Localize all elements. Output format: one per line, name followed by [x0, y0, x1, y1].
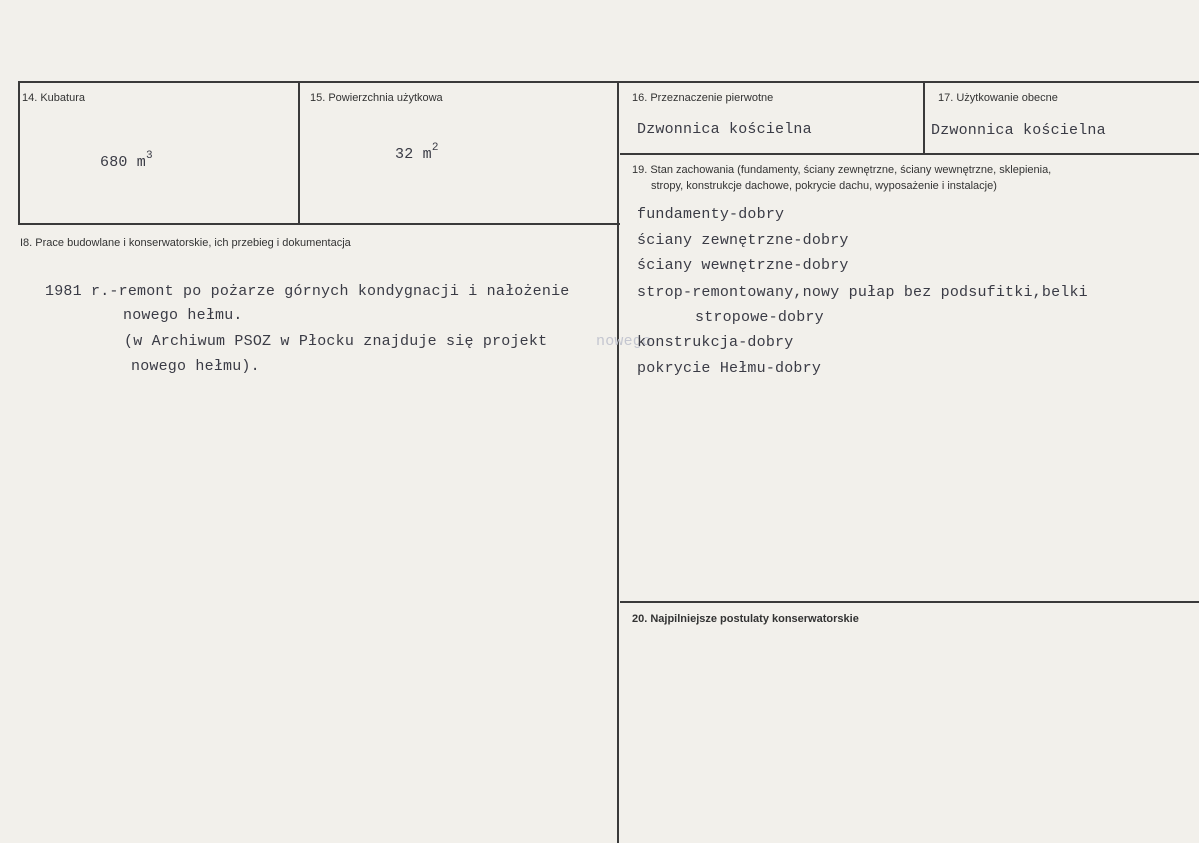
stan-label-line-2: stropy, konstrukcje dachowe, pokrycie dachu, wyposażenie i instalacje) — [651, 180, 997, 192]
prace-line-4: nowego hełmu). — [131, 358, 260, 375]
stan-line-3: ściany wewnętrzne-dobry — [637, 257, 849, 274]
stan-line-1: fundamenty-dobry — [637, 206, 785, 223]
kubatura-label: 14. Kubatura — [22, 92, 85, 104]
stan-line-4: strop-remontowany,nowy pułap bez podsufitki,belki — [637, 284, 1088, 301]
prace-line-2: nowego hełmu. — [123, 307, 243, 324]
col-divider-14-15 — [298, 81, 300, 225]
stan-line-6: konstrukcja-dobry — [637, 334, 794, 351]
stan-label-line-1: 19. Stan zachowania (fundamenty, ściany zewnętrzne, ściany wewnętrzne, sklepienia, — [632, 164, 1052, 176]
powierzchnia-number: 32 m — [395, 146, 432, 163]
row-divider-right-upper — [620, 153, 1199, 155]
stan-line-2: ściany zewnętrzne-dobry — [637, 232, 849, 249]
kubatura-exponent: 3 — [146, 150, 153, 162]
powierzchnia-exponent: 2 — [431, 142, 439, 154]
stan-line-5: stropowe-dobry — [695, 309, 824, 326]
uzytkowanie-label: 17. Użytkowanie obecne — [938, 92, 1058, 104]
prace-label: I8. Prace budowlane i konserwatorskie, ich przebieg i dokumentacja — [20, 237, 351, 249]
top-border — [18, 81, 1199, 83]
prace-overprint: nowego — [596, 333, 652, 350]
przeznaczenie-label: 16. Przeznaczenie pierwotne — [632, 92, 774, 104]
powierzchnia-label: 15. Powierzchnia użytkowa — [310, 92, 443, 104]
left-border — [18, 81, 20, 225]
col-divider-16-17 — [923, 81, 925, 155]
kubatura-number: 680 m — [100, 154, 147, 171]
stan-line-7: pokrycie Hełmu-dobry — [637, 360, 822, 377]
center-divider — [617, 81, 619, 843]
prace-line-1: 1981 r.-remont po pożarze górnych kondygnacji i nałożenie — [45, 283, 570, 300]
kubatura-value — [100, 152, 153, 171]
prace-line-3: (w Archiwum PSOZ w Płocku znajduje się projekt — [124, 333, 548, 350]
uzytkowanie-value: Dzwonnica kościelna — [931, 122, 1106, 139]
row-divider-right-lower — [620, 601, 1199, 603]
row-divider-left — [18, 223, 620, 225]
przeznaczenie-value: Dzwonnica kościelna — [637, 121, 812, 138]
powierzchnia-value — [395, 144, 439, 163]
postulaty-label: 20. Najpilniejsze postulaty konserwatorskie — [632, 613, 859, 625]
